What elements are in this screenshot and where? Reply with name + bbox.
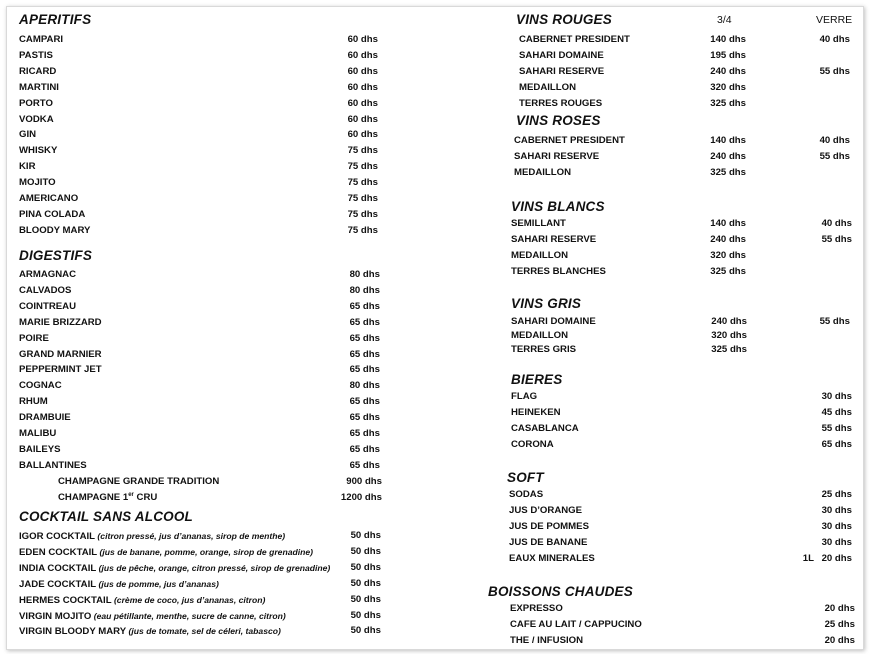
glass-price: 55 dhs bbox=[819, 150, 850, 162]
item-price: 75 dhs bbox=[347, 177, 378, 189]
item-price: 65 dhs bbox=[349, 364, 380, 376]
item-price: 60 dhs bbox=[347, 34, 378, 45]
item-name: COGNAC bbox=[19, 380, 62, 392]
item-name: MEDAILLON bbox=[511, 330, 569, 342]
item-name: VIRGIN BLOODY MARY (jus de tomate, sel de céleri, tabasco) bbox=[19, 626, 281, 638]
glass-price: 55 dhs bbox=[819, 65, 850, 77]
item-name: TERRES BLANCHES bbox=[511, 265, 606, 277]
item-price: 900 dhs bbox=[346, 476, 382, 487]
item-name: CORONA bbox=[511, 438, 554, 450]
glass-price: 55 dhs bbox=[821, 233, 852, 245]
item-name: BLOODY MARY bbox=[19, 224, 91, 236]
item-name: TERRES GRIS bbox=[511, 344, 577, 356]
item-name: GIN bbox=[19, 129, 37, 141]
digestifs-heading: DIGESTIFS bbox=[19, 248, 93, 263]
item-name: SAHARI RESERVE bbox=[511, 233, 597, 245]
item-price: 65 dhs bbox=[349, 332, 380, 344]
item-description: (jus de tomate, sel de céleri, tabasco) bbox=[126, 626, 281, 637]
item-name: SAHARI RESERVE bbox=[519, 65, 605, 77]
bottle-price: 325 dhs bbox=[710, 97, 746, 109]
item-price: 30 dhs bbox=[821, 391, 852, 402]
item-name: JUS DE BANANE bbox=[509, 536, 588, 548]
item-name: COINTREAU bbox=[19, 300, 77, 312]
item-price: 65 dhs bbox=[349, 396, 380, 408]
item-price: 65 dhs bbox=[349, 316, 380, 328]
bottle-price: 325 dhs bbox=[710, 265, 746, 277]
bottle-price: 240 dhs bbox=[710, 233, 746, 245]
bottle-price: 320 dhs bbox=[711, 330, 747, 342]
item-price: 75 dhs bbox=[347, 208, 378, 220]
item-price: 25 dhs bbox=[821, 489, 852, 500]
item-name: CASABLANCA bbox=[511, 422, 579, 434]
item-price: 30 dhs bbox=[821, 536, 852, 548]
item-description: (jus de banane, pomme, orange, sirop de grenadine) bbox=[97, 546, 314, 557]
item-name: CAMPARI bbox=[19, 34, 64, 45]
bottle-price: 240 dhs bbox=[711, 316, 747, 327]
bieres-heading: BIERES bbox=[511, 372, 563, 387]
bottle-price: 140 dhs bbox=[710, 34, 746, 45]
item-price: 80 dhs bbox=[349, 269, 380, 280]
item-price: 65 dhs bbox=[349, 443, 380, 455]
item-name: SAHARI DOMAINE bbox=[511, 316, 596, 327]
item-name: FLAG bbox=[511, 391, 538, 402]
item-name: EDEN COCKTAIL (jus de banane, pomme, orange, sirop de grenadine) bbox=[19, 546, 314, 558]
item-price: 65 dhs bbox=[349, 412, 380, 424]
item-name: MEDAILLON bbox=[519, 81, 577, 93]
item-name: KIR bbox=[19, 161, 36, 173]
bottle-price: 325 dhs bbox=[710, 166, 746, 178]
item-name: MOJITO bbox=[19, 177, 56, 189]
glass-price: 40 dhs bbox=[819, 34, 850, 45]
item-description: (jus de pomme, jus d’ananas) bbox=[96, 578, 219, 589]
item-price: 20 dhs bbox=[824, 634, 855, 646]
vins-rouges-heading: VINS ROUGES bbox=[516, 12, 612, 27]
vins-blancs-heading: VINS BLANCS bbox=[511, 199, 605, 214]
item-name: CAFE AU LAIT / CAPPUCINO bbox=[510, 618, 642, 630]
item-name: CHAMPAGNE 1er CRU bbox=[58, 492, 158, 503]
item-name: AMERICANO bbox=[19, 193, 79, 204]
item-name: VIRGIN MOJITO (eau pétillante, menthe, sucre de canne, citron) bbox=[19, 610, 286, 622]
item-price: 60 dhs bbox=[347, 81, 378, 93]
item-price: 50 dhs bbox=[350, 530, 381, 541]
item-name: HERMES COCKTAIL (crème de coco, jus d’ananas, citron) bbox=[19, 594, 266, 606]
item-price: 50 dhs bbox=[350, 593, 381, 605]
item-name: PEPPERMINT JET bbox=[19, 364, 102, 376]
item-name: ARMAGNAC bbox=[19, 269, 77, 280]
item-name: SAHARI DOMAINE bbox=[519, 49, 604, 61]
item-price: 80 dhs bbox=[349, 380, 380, 392]
item-description: (jus de pêche, orange, citron pressé, sirop de grenadine) bbox=[96, 562, 331, 573]
item-name: WHISKY bbox=[19, 145, 58, 157]
soft-heading: SOFT bbox=[507, 470, 544, 485]
item-price: 50 dhs bbox=[350, 609, 381, 621]
item-name: JADE COCKTAIL (jus de pomme, jus d’ananas) bbox=[19, 578, 219, 590]
bottle-price: 140 dhs bbox=[710, 135, 746, 146]
item-name: MALIBU bbox=[19, 428, 57, 439]
bottle-price: 140 dhs bbox=[710, 218, 746, 229]
item-name: BAILEYS bbox=[19, 443, 61, 455]
item-price: 30 dhs bbox=[821, 504, 852, 516]
item-name: MEDAILLON bbox=[511, 249, 569, 261]
glass-price: 40 dhs bbox=[821, 218, 852, 229]
item-price: 20 dhs bbox=[824, 603, 855, 614]
item-price: 60 dhs bbox=[347, 49, 378, 61]
item-name: MEDAILLON bbox=[514, 166, 572, 178]
item-price: 60 dhs bbox=[347, 97, 378, 109]
item-name: TERRES ROUGES bbox=[519, 97, 603, 109]
aperitifs-heading: APERITIFS bbox=[19, 12, 92, 27]
item-price: 20 dhs bbox=[821, 552, 852, 564]
item-price: 50 dhs bbox=[350, 545, 381, 557]
item-price: 50 dhs bbox=[350, 625, 381, 637]
item-price: 50 dhs bbox=[350, 577, 381, 589]
item-price: 65 dhs bbox=[349, 459, 380, 471]
item-price: 60 dhs bbox=[347, 113, 378, 125]
item-price: 30 dhs bbox=[821, 520, 852, 532]
item-name: SODAS bbox=[509, 489, 544, 500]
item-description: (citron pressé, jus d’ananas, sirop de menthe) bbox=[95, 531, 286, 541]
item-name: EAUX MINERALES bbox=[509, 552, 595, 564]
bottle-price: 240 dhs bbox=[710, 65, 746, 77]
item-name: POIRE bbox=[19, 332, 49, 344]
item-name: PASTIS bbox=[19, 49, 53, 61]
item-price: 50 dhs bbox=[350, 561, 381, 573]
item-description: (crème de coco, jus d’ananas, citron) bbox=[111, 594, 266, 605]
item-name: HEINEKEN bbox=[511, 406, 561, 418]
item-name: VODKA bbox=[19, 113, 54, 125]
item-name: DRAMBUIE bbox=[19, 412, 71, 424]
glass-column-header: VERRE bbox=[816, 14, 853, 26]
item-price: 1200 dhs bbox=[340, 492, 382, 503]
bottle-price: 325 dhs bbox=[711, 344, 747, 356]
item-name: CHAMPAGNE GRANDE TRADITION bbox=[58, 476, 220, 487]
item-name: SAHARI RESERVE bbox=[514, 150, 600, 162]
item-price: 80 dhs bbox=[349, 284, 380, 296]
item-price: 60 dhs bbox=[347, 65, 378, 77]
boissons-chaudes-heading: BOISSONS CHAUDES bbox=[488, 584, 633, 599]
bottle-column-header: 3/4 bbox=[717, 14, 732, 26]
item-name: MARTINI bbox=[19, 81, 59, 93]
item-name: INDIA COCKTAIL (jus de pêche, orange, citron pressé, sirop de grenadine) bbox=[19, 562, 331, 574]
cocktails-heading: COCKTAIL SANS ALCOOL bbox=[19, 509, 193, 524]
glass-price: 40 dhs bbox=[819, 135, 850, 146]
item-price: 65 dhs bbox=[349, 428, 380, 439]
item-name: RICARD bbox=[19, 65, 57, 77]
bottle-price: 320 dhs bbox=[710, 81, 746, 93]
bottle-price: 240 dhs bbox=[710, 150, 746, 162]
bottle-price: 195 dhs bbox=[710, 49, 746, 61]
item-price: 75 dhs bbox=[347, 145, 378, 157]
glass-price: 55 dhs bbox=[819, 316, 850, 327]
item-price: 60 dhs bbox=[347, 129, 378, 141]
item-description: (eau pétillante, menthe, sucre de canne, citron) bbox=[91, 610, 286, 621]
item-name: BALLANTINES bbox=[19, 459, 87, 471]
item-name: JUS D’ORANGE bbox=[509, 504, 583, 516]
item-name: IGOR COCKTAIL (citron pressé, jus d’ananas, sirop de menthe) bbox=[19, 531, 286, 542]
item-name: JUS DE POMMES bbox=[509, 520, 589, 532]
item-name: RHUM bbox=[19, 396, 48, 408]
item-price: 75 dhs bbox=[347, 161, 378, 173]
item-name: CABERNET PRESIDENT bbox=[519, 34, 630, 45]
item-name: CALVADOS bbox=[19, 284, 72, 296]
item-price: 45 dhs bbox=[821, 406, 852, 418]
item-price: 65 dhs bbox=[821, 438, 852, 450]
item-price: 25 dhs bbox=[824, 618, 855, 630]
item-price: 75 dhs bbox=[347, 224, 378, 236]
item-name: THE / INFUSION bbox=[510, 634, 584, 646]
item-price: 75 dhs bbox=[347, 193, 378, 204]
item-name: PORTO bbox=[19, 97, 53, 109]
bottle-price: 320 dhs bbox=[710, 249, 746, 261]
vins-gris-heading: VINS GRIS bbox=[511, 296, 582, 311]
item-name: PINA COLADA bbox=[19, 208, 86, 220]
vins-roses-heading: VINS ROSES bbox=[516, 113, 601, 128]
item-name: SEMILLANT bbox=[511, 218, 566, 229]
item-price: 55 dhs bbox=[821, 422, 852, 434]
item-price: 65 dhs bbox=[349, 348, 380, 360]
item-price: 65 dhs bbox=[349, 300, 380, 312]
item-name: EXPRESSO bbox=[510, 603, 563, 614]
item-name: GRAND MARNIER bbox=[19, 348, 102, 360]
item-name: CABERNET PRESIDENT bbox=[514, 135, 625, 146]
item-quantity: 1L bbox=[802, 552, 814, 564]
item-name: MARIE BRIZZARD bbox=[19, 316, 102, 328]
